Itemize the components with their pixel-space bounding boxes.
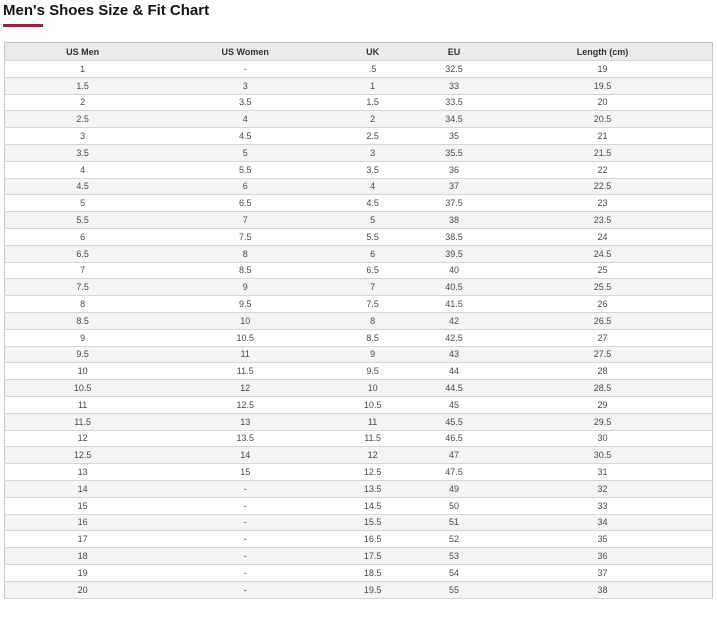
table-row xyxy=(5,296,713,313)
table-cell: 17.5 xyxy=(330,548,415,565)
table-row xyxy=(5,531,713,548)
table-cell: 36 xyxy=(493,548,713,565)
table-cell: 37 xyxy=(493,564,713,581)
table-cell: 42.5 xyxy=(415,329,493,346)
table-cell: 5.5 xyxy=(160,161,330,178)
table-cell: 19.5 xyxy=(493,77,713,94)
table-cell: 29.5 xyxy=(493,413,713,430)
table-cell: - xyxy=(160,548,330,565)
table-cell: 7.5 xyxy=(330,296,415,313)
table-cell: 3 xyxy=(5,128,161,145)
table-cell: 55 xyxy=(415,581,493,598)
table-cell: 26.5 xyxy=(493,312,713,329)
header-row xyxy=(5,43,713,61)
table-row xyxy=(5,77,713,94)
table-row xyxy=(5,279,713,296)
table-row xyxy=(5,161,713,178)
table-cell: 10 xyxy=(160,312,330,329)
table-cell: 23 xyxy=(493,195,713,212)
table-cell: 33 xyxy=(493,497,713,514)
table-cell: 6.5 xyxy=(330,262,415,279)
table-row xyxy=(5,262,713,279)
table-cell: 10.5 xyxy=(160,329,330,346)
table-cell: 16 xyxy=(5,514,161,531)
table-cell: 27 xyxy=(493,329,713,346)
table-cell: 15 xyxy=(160,464,330,481)
table-cell: 12.5 xyxy=(160,396,330,413)
table-cell: 18.5 xyxy=(330,564,415,581)
table-cell: 8.5 xyxy=(160,262,330,279)
column-header-uk: UK xyxy=(330,43,415,61)
table-cell: 29 xyxy=(493,396,713,413)
table-cell: 33.5 xyxy=(415,94,493,111)
table-cell: 2 xyxy=(5,94,161,111)
table-cell: 7 xyxy=(330,279,415,296)
table-cell: 4 xyxy=(5,161,161,178)
table-cell: 3.5 xyxy=(330,161,415,178)
table-cell: 19.5 xyxy=(330,581,415,598)
table-cell: 6 xyxy=(160,178,330,195)
table-row xyxy=(5,380,713,397)
table-cell: 5 xyxy=(330,212,415,229)
table-cell: 22 xyxy=(493,161,713,178)
table-cell: 34.5 xyxy=(415,111,493,128)
table-cell: 1.5 xyxy=(330,94,415,111)
table-row xyxy=(5,564,713,581)
table-cell: 30 xyxy=(493,430,713,447)
table-cell: 4.5 xyxy=(330,195,415,212)
table-cell: 24.5 xyxy=(493,245,713,262)
table-cell: 1.5 xyxy=(5,77,161,94)
table-cell: 7.5 xyxy=(160,228,330,245)
table-row xyxy=(5,581,713,598)
table-cell: 43 xyxy=(415,346,493,363)
table-row xyxy=(5,228,713,245)
table-cell: - xyxy=(160,480,330,497)
table-cell: 8.5 xyxy=(5,312,161,329)
table-cell: 13.5 xyxy=(330,480,415,497)
table-cell: 20 xyxy=(5,581,161,598)
table-cell: 15 xyxy=(5,497,161,514)
table-row xyxy=(5,178,713,195)
table-row xyxy=(5,447,713,464)
table-cell: 7.5 xyxy=(5,279,161,296)
table-row xyxy=(5,430,713,447)
table-row xyxy=(5,346,713,363)
table-cell: 3.5 xyxy=(5,144,161,161)
table-cell: 36 xyxy=(415,161,493,178)
table-row xyxy=(5,128,713,145)
table-row xyxy=(5,212,713,229)
table-cell: 30.5 xyxy=(493,447,713,464)
table-cell: 9 xyxy=(5,329,161,346)
table-row xyxy=(5,497,713,514)
table-cell: 1 xyxy=(330,77,415,94)
table-row xyxy=(5,245,713,262)
table-cell: 26 xyxy=(493,296,713,313)
title-underline xyxy=(3,24,43,27)
table-cell: 10.5 xyxy=(5,380,161,397)
table-cell: 8 xyxy=(330,312,415,329)
table-row xyxy=(5,61,713,78)
table-cell: 39.5 xyxy=(415,245,493,262)
table-cell: 3 xyxy=(160,77,330,94)
column-header-length-cm: Length (cm) xyxy=(493,43,713,61)
table-cell: 9 xyxy=(330,346,415,363)
table-cell: 11.5 xyxy=(160,363,330,380)
table-cell: 54 xyxy=(415,564,493,581)
table-cell: 8 xyxy=(160,245,330,262)
table-cell: 21.5 xyxy=(493,144,713,161)
table-cell: 44.5 xyxy=(415,380,493,397)
table-cell: 35 xyxy=(493,531,713,548)
table-cell: 3.5 xyxy=(160,94,330,111)
table-cell: 38.5 xyxy=(415,228,493,245)
table-cell: 11.5 xyxy=(330,430,415,447)
table-cell: 37.5 xyxy=(415,195,493,212)
table-cell: 19 xyxy=(5,564,161,581)
table-cell: 47.5 xyxy=(415,464,493,481)
table-cell: 40.5 xyxy=(415,279,493,296)
table-cell: 5.5 xyxy=(330,228,415,245)
table-cell: 4.5 xyxy=(160,128,330,145)
table-row xyxy=(5,144,713,161)
table-cell: 4 xyxy=(160,111,330,128)
table-cell: 12 xyxy=(330,447,415,464)
table-cell: 11 xyxy=(330,413,415,430)
table-cell: 5 xyxy=(5,195,161,212)
table-cell: 25.5 xyxy=(493,279,713,296)
table-cell: 14 xyxy=(5,480,161,497)
table-cell: 6 xyxy=(330,245,415,262)
table-row xyxy=(5,312,713,329)
table-cell: 20.5 xyxy=(493,111,713,128)
table-cell: 14.5 xyxy=(330,497,415,514)
table-cell: 3 xyxy=(330,144,415,161)
table-row xyxy=(5,413,713,430)
table-cell: 53 xyxy=(415,548,493,565)
column-header-us-women: US Women xyxy=(160,43,330,61)
table-cell: 50 xyxy=(415,497,493,514)
table-cell: 45.5 xyxy=(415,413,493,430)
table-cell: 17 xyxy=(5,531,161,548)
table-cell: 9.5 xyxy=(330,363,415,380)
table-cell: 12 xyxy=(5,430,161,447)
table-cell: 28.5 xyxy=(493,380,713,397)
table-cell: 42 xyxy=(415,312,493,329)
table-cell: 4 xyxy=(330,178,415,195)
table-cell: 32.5 xyxy=(415,61,493,78)
table-cell: 47 xyxy=(415,447,493,464)
column-header-eu: EU xyxy=(415,43,493,61)
table-cell: 12 xyxy=(160,380,330,397)
table-cell: 12.5 xyxy=(330,464,415,481)
table-cell: 12.5 xyxy=(5,447,161,464)
table-cell: 52 xyxy=(415,531,493,548)
table-row xyxy=(5,111,713,128)
table-body xyxy=(5,61,713,599)
table-cell: 9.5 xyxy=(160,296,330,313)
table-cell: 10 xyxy=(5,363,161,380)
table-cell: 13.5 xyxy=(160,430,330,447)
table-cell: 51 xyxy=(415,514,493,531)
table-cell: 11 xyxy=(5,396,161,413)
table-cell: 13 xyxy=(160,413,330,430)
table-cell: .5 xyxy=(330,61,415,78)
table-cell: 8.5 xyxy=(330,329,415,346)
table-cell: 41.5 xyxy=(415,296,493,313)
table-row xyxy=(5,464,713,481)
table-cell: 28 xyxy=(493,363,713,380)
table-cell: 5 xyxy=(160,144,330,161)
table-row xyxy=(5,548,713,565)
table-cell: 33 xyxy=(415,77,493,94)
table-cell: 37 xyxy=(415,178,493,195)
table-cell: 11 xyxy=(160,346,330,363)
table-cell: 6.5 xyxy=(5,245,161,262)
table-cell: 25 xyxy=(493,262,713,279)
table-row xyxy=(5,329,713,346)
table-cell: 18 xyxy=(5,548,161,565)
table-cell: 32 xyxy=(493,480,713,497)
table-cell: 16.5 xyxy=(330,531,415,548)
table-cell: - xyxy=(160,564,330,581)
table-cell: - xyxy=(160,581,330,598)
table-cell: 19 xyxy=(493,61,713,78)
table-cell: - xyxy=(160,514,330,531)
table-cell: 38 xyxy=(415,212,493,229)
table-cell: 27.5 xyxy=(493,346,713,363)
table-row xyxy=(5,363,713,380)
table-cell: 35 xyxy=(415,128,493,145)
table-cell: 20 xyxy=(493,94,713,111)
size-chart-table xyxy=(4,42,713,599)
table-cell: 10 xyxy=(330,380,415,397)
table-cell: 11.5 xyxy=(5,413,161,430)
table-cell: 40 xyxy=(415,262,493,279)
table-cell: 1 xyxy=(5,61,161,78)
table-cell: 45 xyxy=(415,396,493,413)
table-cell: 9 xyxy=(160,279,330,296)
table-cell: 15.5 xyxy=(330,514,415,531)
table-cell: 4.5 xyxy=(5,178,161,195)
table-row xyxy=(5,514,713,531)
table-cell: 7 xyxy=(5,262,161,279)
table-cell: 13 xyxy=(5,464,161,481)
table-cell: 23.5 xyxy=(493,212,713,229)
table-cell: 38 xyxy=(493,581,713,598)
table-row xyxy=(5,480,713,497)
table-cell: 10.5 xyxy=(330,396,415,413)
page-title: Men's Shoes Size & Fit Chart xyxy=(3,2,210,19)
table-cell: 6 xyxy=(5,228,161,245)
table-cell: 2.5 xyxy=(5,111,161,128)
table-cell: 35.5 xyxy=(415,144,493,161)
table-cell: 7 xyxy=(160,212,330,229)
table-cell: - xyxy=(160,531,330,548)
table-row xyxy=(5,195,713,212)
table-header xyxy=(5,43,713,61)
table-row xyxy=(5,396,713,413)
table-cell: 5.5 xyxy=(5,212,161,229)
table-cell: 22.5 xyxy=(493,178,713,195)
table-cell: 9.5 xyxy=(5,346,161,363)
table-cell: 6.5 xyxy=(160,195,330,212)
table-cell: 24 xyxy=(493,228,713,245)
table-cell: - xyxy=(160,497,330,514)
table-cell: 46.5 xyxy=(415,430,493,447)
table-cell: 49 xyxy=(415,480,493,497)
table-cell: - xyxy=(160,61,330,78)
table-cell: 34 xyxy=(493,514,713,531)
column-header-us-men: US Men xyxy=(5,43,161,61)
table-cell: 2 xyxy=(330,111,415,128)
table-cell: 2.5 xyxy=(330,128,415,145)
table-row xyxy=(5,94,713,111)
table-cell: 14 xyxy=(160,447,330,464)
table-cell: 8 xyxy=(5,296,161,313)
table-cell: 44 xyxy=(415,363,493,380)
table-cell: 31 xyxy=(493,464,713,481)
table-cell: 21 xyxy=(493,128,713,145)
